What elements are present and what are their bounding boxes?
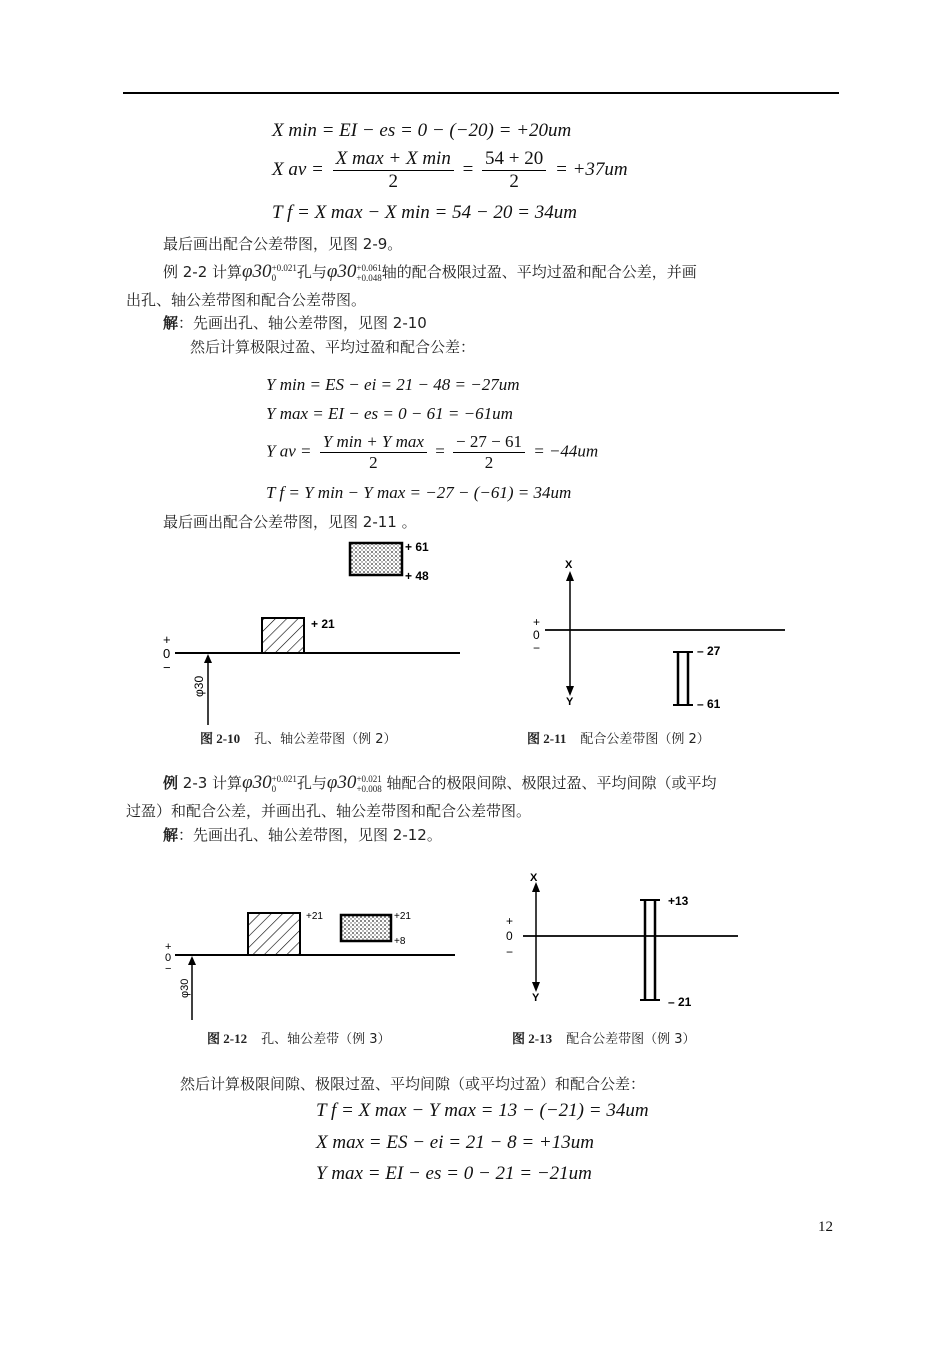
solution-label-2: 解 bbox=[163, 826, 179, 844]
fig211-zero: 0 bbox=[533, 628, 540, 642]
fig212-shaft-lower: +8 bbox=[394, 936, 406, 947]
fig213-zero: 0 bbox=[506, 929, 513, 943]
paragraph-line1: 最后画出配合公差带图，见图 2-9。 bbox=[163, 235, 403, 253]
eq-yav-frac1-den: 2 bbox=[369, 453, 378, 472]
fig213-upper: +13 bbox=[668, 894, 689, 908]
solution-2-2 bbox=[163, 312, 427, 333]
fig212-plus: + bbox=[165, 941, 172, 953]
ex3-mid: 孔与 bbox=[296, 774, 327, 792]
fig210-shaft-upper: + 61 bbox=[405, 540, 429, 554]
y-arrowhead bbox=[532, 982, 540, 992]
then-2-3: 然后计算极限间隙、极限过盈、平均间隙（或平均过盈）和配合公差： bbox=[180, 1075, 646, 1093]
fig213-x-axis: X bbox=[530, 872, 538, 884]
caption-fig-2-10 bbox=[200, 728, 397, 747]
fig213-plus: + bbox=[506, 914, 514, 928]
example-2-2-line bbox=[163, 261, 697, 283]
eq-tf-bottom: T f = X max − Y max = 13 − (−21) = 34um bbox=[316, 1100, 649, 1121]
ex3-suffix: 轴配合的极限间隙、极限过盈、平均间隙（或平均 bbox=[381, 774, 717, 792]
hole-tolerance-zone bbox=[262, 618, 304, 653]
fig213-minus: − bbox=[506, 945, 514, 959]
ex2-hole-sub: 0 bbox=[271, 272, 277, 283]
fig212-minus: − bbox=[165, 963, 172, 975]
x-arrowhead bbox=[566, 571, 574, 581]
eq-tf-mid: T f = Y min − Y max = −27 − (−61) = 34um bbox=[266, 483, 572, 502]
ex2-suffix: 轴的配合极限过盈、平均过盈和配合公差，并画 bbox=[381, 263, 697, 281]
ex3-hole-sup: +0.021 bbox=[271, 773, 297, 784]
fig212-diam: φ30 bbox=[179, 978, 191, 998]
fig211-plus: + bbox=[533, 615, 541, 629]
eq-yav-frac2 bbox=[453, 432, 525, 473]
solution-text-2: ：先画出孔、轴公差带图，见图 2-12。 bbox=[178, 826, 442, 844]
ex2-shaft-sup: +0.061 bbox=[356, 262, 382, 273]
eq-xav: X av = $\frac{\text{X max + X min}}{2}$ = $\frac{54 + 20}{2}$ = +37um bbox=[272, 148, 628, 192]
eq-xmax-bottom: X max = ES − ei = 21 − 8 = +13um bbox=[316, 1132, 594, 1153]
eq-yav-frac2-num: − 27 − 61 bbox=[453, 432, 525, 453]
solution-2-3 bbox=[163, 824, 442, 845]
eq-yav-lhs: Y av = bbox=[266, 441, 312, 461]
figure-2-13 bbox=[498, 868, 743, 1018]
example-2-3-cont: 过盈）和配合公差，并画出孔、轴公差带图和配合公差带图。 bbox=[126, 802, 532, 820]
fig210-hole-upper: + 21 bbox=[311, 617, 335, 631]
ex2-hole: φ30 bbox=[242, 261, 272, 282]
eq-yav-rhs: = −44um bbox=[533, 441, 599, 461]
ex2-prefix: 例 2-2 计算 bbox=[163, 263, 243, 281]
eq-xav-frac1-num: X max + X min bbox=[333, 148, 454, 171]
eq-xav-frac2 bbox=[482, 148, 546, 193]
caption-fig-2-13-num: 图 2-13 bbox=[512, 1031, 553, 1046]
ex3-shaft: φ30 bbox=[326, 772, 357, 793]
eq-xav-frac2-num: 54 + 20 bbox=[482, 148, 546, 171]
caption-fig-2-10-text: 孔、轴公差带图（例 2） bbox=[254, 732, 397, 747]
fig210-minus: − bbox=[163, 660, 171, 675]
fig211-y-axis: Y bbox=[566, 696, 574, 708]
caption-fig-2-13 bbox=[512, 1028, 696, 1047]
caption-fig-2-11 bbox=[527, 728, 710, 747]
eq-xav-lhs: X av = bbox=[272, 158, 324, 180]
shaft-tolerance-zone bbox=[341, 915, 391, 941]
ex3-label: 例 bbox=[163, 774, 179, 792]
ex2-mid: 孔与 bbox=[296, 263, 327, 281]
y-arrowhead bbox=[566, 686, 574, 696]
caption-fig-2-10-num: 图 2-10 bbox=[200, 731, 241, 746]
eq-xmin: X min = EI − es = 0 − (−20) = +20um bbox=[272, 120, 572, 141]
figure-2-11 bbox=[525, 555, 790, 720]
fig212-zero: 0 bbox=[165, 952, 172, 964]
fig212-shaft-upper: +21 bbox=[394, 911, 411, 922]
eq-xav-frac1 bbox=[333, 148, 454, 193]
then-2-2: 然后计算极限过盈、平均过盈和配合公差： bbox=[190, 338, 476, 356]
ex2-shaft-sub: +0.048 bbox=[356, 272, 382, 283]
caption-fig-2-11-num: 图 2-11 bbox=[527, 731, 567, 746]
ex3-hole: φ30 bbox=[242, 772, 272, 793]
fig211-lower: – 61 bbox=[697, 697, 721, 711]
figure-2-12 bbox=[160, 900, 460, 1025]
ex3-shaft-sup: +0.021 bbox=[356, 773, 382, 784]
caption-fig-2-12-text: 孔、轴公差带（例 3） bbox=[261, 1032, 391, 1047]
caption-fig-2-11-text: 配合公差带图（例 2） bbox=[580, 732, 710, 747]
eq-xav-rhs: = +37um bbox=[555, 158, 628, 180]
example-2-2-cont: 出孔、轴公差带图和配合公差带图。 bbox=[126, 291, 367, 309]
shaft-tolerance-zone bbox=[350, 543, 402, 575]
diameter-arrowhead bbox=[204, 654, 212, 663]
fig211-x-axis: X bbox=[565, 559, 573, 571]
eq-yav: Y av = $\frac{\text{Y min + Y max}}{2}$ = $\frac{- 27 - 61}{2}$ = −44um bbox=[266, 432, 599, 472]
ex3-shaft-sub: +0.008 bbox=[356, 783, 382, 794]
fig210-shaft-lower: + 48 bbox=[405, 569, 429, 583]
example-2-3-line bbox=[163, 772, 717, 794]
fig213-y-axis: Y bbox=[532, 992, 540, 1004]
diameter-arrowhead bbox=[188, 956, 196, 965]
eq-yav-frac2-den: 2 bbox=[484, 453, 494, 472]
solution-text: ：先画出孔、轴公差带图，见图 2-10 bbox=[178, 314, 427, 332]
eq-ymax: Y max = EI − es = 0 − 61 = −61um bbox=[266, 404, 513, 423]
caption-fig-2-12-num: 图 2-12 bbox=[207, 1031, 248, 1046]
fig213-lower: – 21 bbox=[668, 995, 692, 1009]
fig212-hole-upper: +21 bbox=[306, 911, 323, 922]
eq-tf-top: T f = X max − X min = 54 − 20 = 34um bbox=[272, 202, 577, 223]
ex2-shaft: φ30 bbox=[326, 261, 357, 282]
ex3-prefix: 2-3 计算 bbox=[178, 774, 243, 792]
caption-fig-2-13-text: 配合公差带图（例 3） bbox=[566, 1032, 696, 1047]
eq-ymax-bottom: Y max = EI − es = 0 − 21 = −21um bbox=[316, 1163, 592, 1184]
hole-tolerance-zone bbox=[248, 913, 300, 955]
ex3-hole-sub: 0 bbox=[271, 783, 277, 794]
fig210-plus: + bbox=[163, 632, 171, 647]
page-number: 12 bbox=[818, 1219, 833, 1235]
solution-label: 解 bbox=[163, 314, 179, 332]
caption-fig-2-12 bbox=[207, 1028, 391, 1047]
fig211-upper: – 27 bbox=[697, 644, 721, 658]
header-rule bbox=[123, 92, 839, 94]
paragraph-after-2-2: 最后画出配合公差带图，见图 2-11 。 bbox=[163, 513, 417, 531]
fig210-diam: φ30 bbox=[192, 675, 206, 697]
eq-yav-frac1-num: Y min + Y max bbox=[320, 432, 427, 453]
eq-ymin: Y min = ES − ei = 21 − 48 = −27um bbox=[266, 375, 520, 394]
fig210-zero: 0 bbox=[163, 646, 171, 661]
figure-2-10 bbox=[155, 535, 465, 730]
eq-xav-frac2-den: 2 bbox=[509, 171, 519, 192]
eq-xav-frac1-den: 2 bbox=[388, 171, 398, 192]
ex2-hole-sup: +0.021 bbox=[271, 262, 297, 273]
fig211-minus: − bbox=[533, 641, 541, 655]
eq-yav-frac1 bbox=[320, 432, 427, 473]
